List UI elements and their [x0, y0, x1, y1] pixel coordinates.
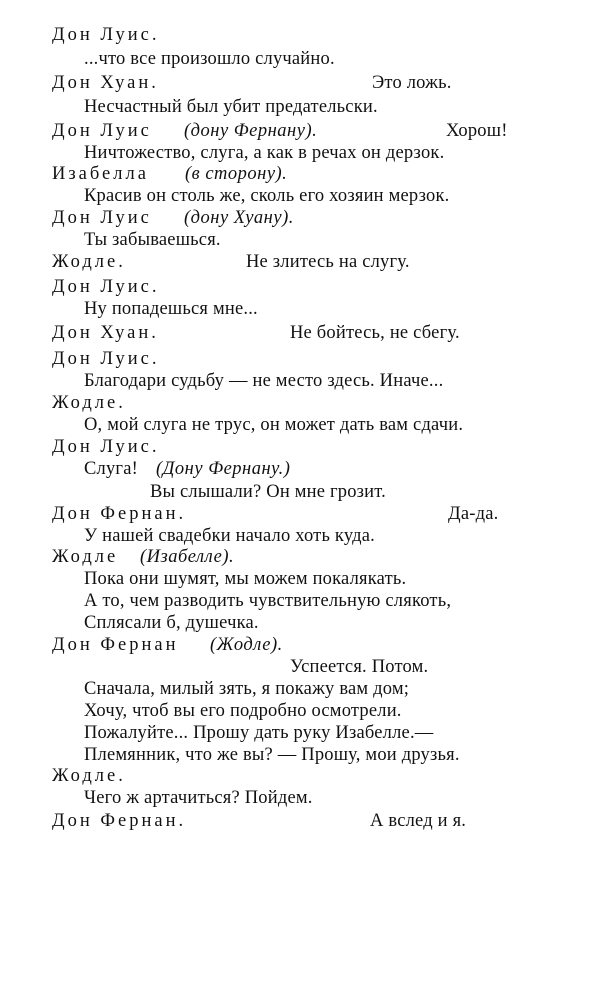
speaker-name: Жодле.: [52, 393, 126, 413]
stage-direction: (Дону Фернану.): [156, 459, 291, 479]
speaker-name: Дон Хуан.: [52, 73, 159, 93]
verse-line: Вы слышали? Он мне грозит.: [150, 482, 386, 502]
speaker-name: Жодле: [52, 547, 119, 567]
verse-line: Ничтожество, слуга, а как в речах он дерзок.: [84, 143, 445, 163]
verse-line: Красив он столь же, сколь его хозяин мерзок.: [84, 186, 450, 206]
stage-direction: (дону Хуану).: [184, 208, 294, 228]
speaker-name: Жодле.: [52, 252, 126, 272]
verse-line: Не бойтесь, не сбегу.: [290, 323, 460, 343]
verse-line: А вслед и я.: [370, 811, 467, 831]
verse-line: Успеется. Потом.: [290, 657, 429, 677]
verse-line: Несчастный был убит предательски.: [84, 97, 378, 117]
verse-line: Чего ж артачиться? Пойдем.: [84, 788, 313, 808]
speaker-name: Жодле.: [52, 766, 126, 786]
speaker-name: Дон Луис.: [52, 349, 160, 369]
speaker-name: Изабелла: [52, 164, 149, 184]
speaker-name: Дон Хуан.: [52, 323, 159, 343]
speaker-name: Дон Фернан: [52, 635, 179, 655]
verse-line: Ты забываешься.: [84, 230, 221, 250]
verse-line: Сплясали б, душечка.: [84, 613, 259, 633]
stage-direction: (Изабелле).: [140, 547, 235, 567]
verse-line: Сначала, милый зять, я покажу вам дом;: [84, 679, 410, 699]
verse-line: У нашей свадебки начало хоть куда.: [84, 526, 375, 546]
verse-line: А то, чем разводить чувствительную слякоть,: [84, 591, 452, 611]
stage-direction: (Жодле).: [210, 635, 283, 655]
verse-line: Пока они шумят, мы можем покалякать.: [84, 569, 407, 589]
verse-line: Хорош!: [446, 121, 508, 141]
verse-line: Благодари судьбу — не место здесь. Иначе...: [84, 371, 444, 391]
verse-line: Хочу, чтоб вы его подробно осмотрели.: [84, 701, 402, 721]
stage-direction: (в сторону).: [185, 164, 288, 184]
verse-line: Ну попадешься мне...: [84, 299, 258, 319]
verse-line: Да-да.: [448, 504, 499, 524]
speaker-name: Дон Луис: [52, 121, 152, 141]
speaker-name: Дон Луис: [52, 208, 152, 228]
speaker-name: Дон Фернан.: [52, 504, 187, 524]
speaker-name: Дон Луис.: [52, 25, 160, 45]
verse-line: Племянник, что же вы? — Прошу, мои друзья.: [84, 745, 460, 765]
verse-line: Слуга!: [84, 459, 138, 479]
verse-line: Не злитесь на слугу.: [246, 252, 410, 272]
speaker-name: Дон Фернан.: [52, 811, 187, 831]
verse-line: О, мой слуга не трус, он может дать вам сдачи.: [84, 415, 464, 435]
verse-line: Пожалуйте... Прошу дать руку Изабелле.—: [84, 723, 434, 743]
verse-line: Это ложь.: [372, 73, 452, 93]
verse-line: ...что все произошло случайно.: [84, 49, 335, 69]
stage-direction: (дону Фернану).: [184, 121, 318, 141]
speaker-name: Дон Луис.: [52, 437, 160, 457]
speaker-name: Дон Луис.: [52, 277, 160, 297]
